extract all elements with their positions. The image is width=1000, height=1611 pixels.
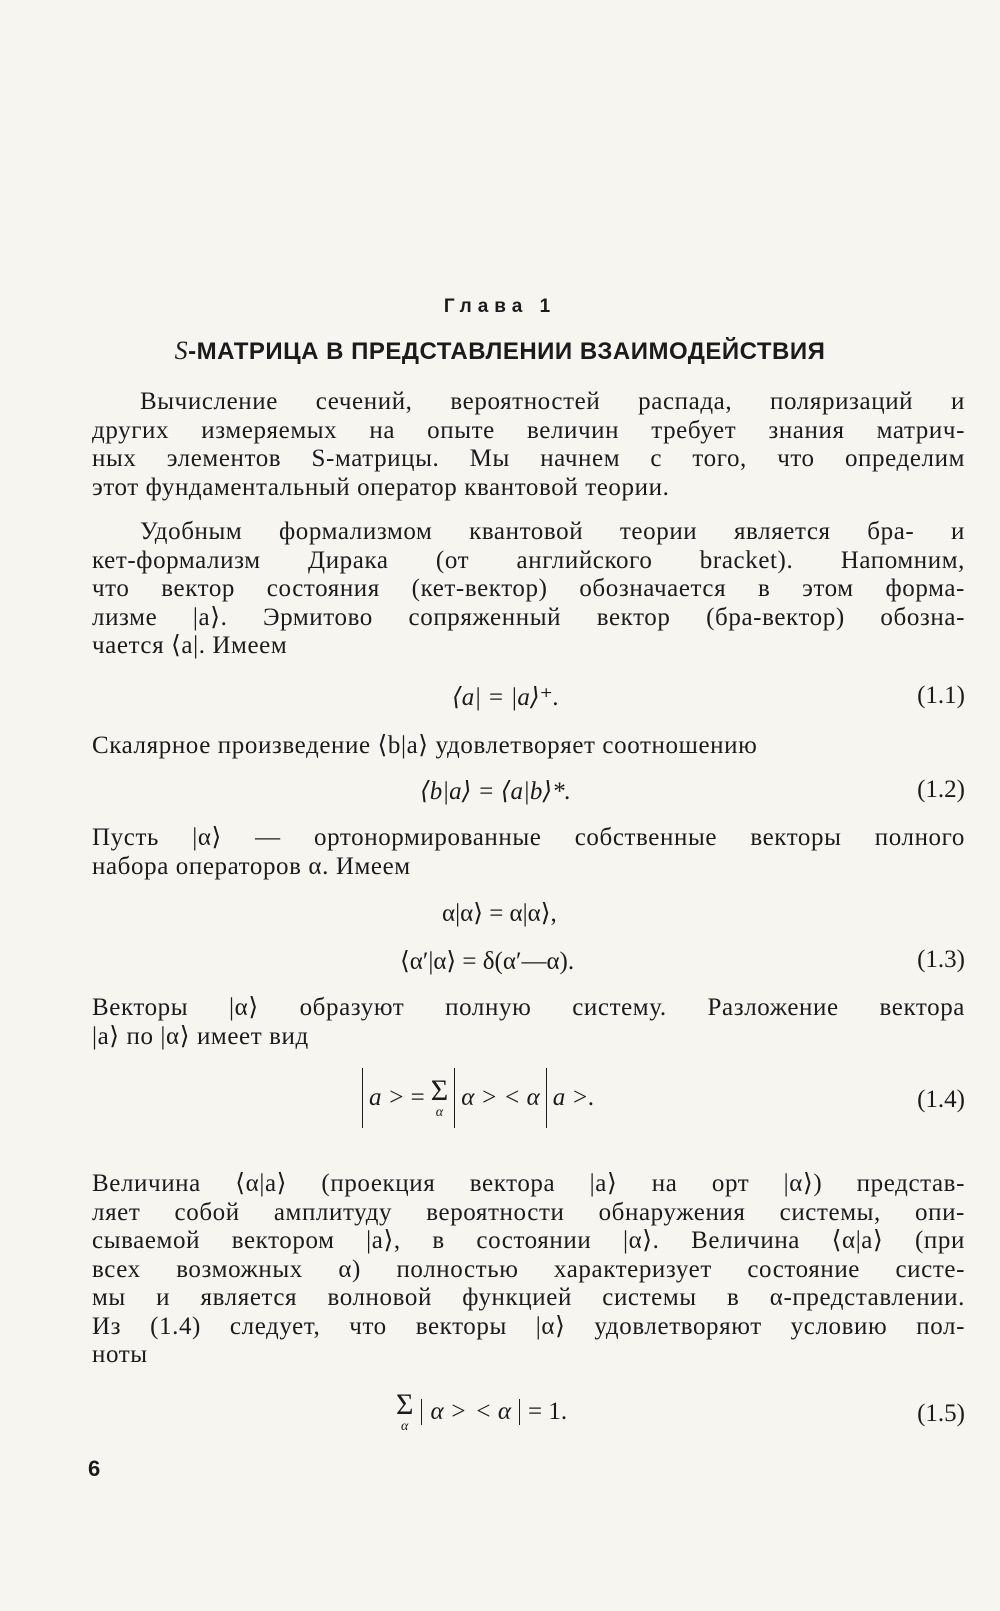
- equation-number: (1.4): [917, 1086, 965, 1113]
- equation-formula: ⟨α′|α⟩ = δ(α′—α).: [400, 948, 575, 975]
- equation-formula: [362, 1068, 595, 1128]
- text-line: ноты: [92, 1341, 148, 1368]
- text-line: сываемой вектором |a⟩, в состоянии |α⟩. Величина ⟨α|a⟩ (при: [92, 1227, 965, 1254]
- ket-alpha: α >: [430, 1398, 467, 1425]
- text-line: чается ⟨a|. Имеем: [92, 632, 288, 659]
- paragraph-1: [92, 388, 965, 502]
- text-line: набора операторов α. Имеем: [92, 852, 411, 880]
- paragraph-4: [92, 824, 965, 881]
- equation-number: (1.3): [917, 946, 965, 973]
- ket-alpha: α >: [461, 1084, 498, 1111]
- equation-1-3a: [92, 898, 965, 932]
- bra-alpha: < α: [503, 1084, 540, 1111]
- text-line: ных элементов S-матрицы. Мы начнем с того, что определим: [92, 445, 965, 472]
- equation-number: (1.2): [917, 776, 965, 803]
- text-line: что вектор состояния (кет-вектор) обозначается в этом форма-: [92, 575, 965, 602]
- sigma-glyph: Σ: [430, 1074, 449, 1107]
- text-line: Из (1.4) следует, что векторы |α⟩ удовлетворяют условию пол-: [92, 1312, 965, 1340]
- equation-1-2: [92, 776, 965, 810]
- equation-formula: α|α⟩ = α|α⟩,: [442, 900, 557, 927]
- equation-number: (1.5): [917, 1400, 965, 1427]
- text-line: Скалярное произведение ⟨b|a⟩ удовлетворяет соотношению: [92, 732, 758, 759]
- sum-symbol: [431, 1076, 448, 1120]
- equation-1-5: [92, 1390, 965, 1450]
- equation-1-3b: [92, 946, 965, 980]
- text-line: |a⟩ по |α⟩ имеет вид: [92, 1022, 309, 1050]
- text-line: других измеряемых на опыте величин требует знания матрич-: [92, 416, 965, 444]
- paragraph-5: [92, 994, 965, 1051]
- text-line: всех возможных α) полностью характеризует состояние систе-: [92, 1255, 965, 1283]
- page-number: 6: [88, 1456, 101, 1481]
- paragraph-3: [92, 732, 965, 761]
- bracket-bar: [454, 1068, 455, 1128]
- ket-a-tail: a >.: [552, 1084, 595, 1111]
- equation-formula: [396, 1390, 567, 1434]
- bracket-bar: [421, 1399, 422, 1425]
- paragraph-2: [92, 518, 965, 661]
- ket-a: a >: [369, 1084, 405, 1111]
- text-line: этот фундаментальный оператор квантовой теории.: [92, 473, 670, 501]
- text-line: Векторы |α⟩ образуют полную систему. Разложение вектора: [92, 994, 965, 1021]
- bracket-bar: [546, 1068, 547, 1128]
- text-line: Величина ⟨α|a⟩ (проекция вектора |a⟩ на орт |α⟩) представ-: [92, 1170, 965, 1197]
- equation-1-1: [92, 682, 965, 716]
- bracket-bar: [519, 1399, 520, 1425]
- sum-index: α: [401, 1419, 409, 1434]
- sum-symbol: [396, 1390, 413, 1434]
- equation-number: (1.1): [917, 682, 965, 709]
- chapter-title: [0, 336, 1000, 366]
- chapter-title-prefix: S: [174, 336, 189, 365]
- text-line: ляет собой амплитуду вероятности обнаружения системы, опи-: [92, 1198, 965, 1226]
- equation-formula: ⟨b|a⟩ = ⟨a|b⟩*.: [420, 778, 571, 805]
- text-line: мы и является волновой функцией системы в α-представлении.: [92, 1284, 965, 1311]
- equation-formula: ⟨a| = |a⟩⁺.: [452, 684, 560, 711]
- paragraph-6: [92, 1170, 965, 1370]
- text-line: Вычисление сечений, вероятностей распада, поляризаций и: [140, 388, 965, 415]
- sigma-glyph: Σ: [396, 1388, 414, 1421]
- equals-one: = 1.: [527, 1398, 568, 1425]
- chapter-title-rest: -МАТРИЦА В ПРЕДСТАВЛЕНИИ ВЗАИМОДЕЙСТВИЯ: [188, 338, 826, 365]
- bra-alpha: < α: [474, 1398, 511, 1425]
- equals-sign: =: [410, 1084, 425, 1111]
- text-line: Пусть |α⟩ — ортонормированные собственные векторы полного: [92, 824, 965, 851]
- chapter-label: Глава 1: [443, 296, 557, 317]
- equation-1-4: [92, 1068, 965, 1138]
- sum-index: α: [435, 1105, 444, 1120]
- text-line: кет-формализм Дирака (от английского bracket). Напомним,: [92, 546, 965, 574]
- text-line: лизме |a⟩. Эрмитово сопряженный вектор (бра-вектор) обозна-: [92, 603, 965, 631]
- bracket-bar: [362, 1068, 363, 1128]
- text-line: Удобным формализмом квантовой теории является бра- и: [140, 518, 965, 545]
